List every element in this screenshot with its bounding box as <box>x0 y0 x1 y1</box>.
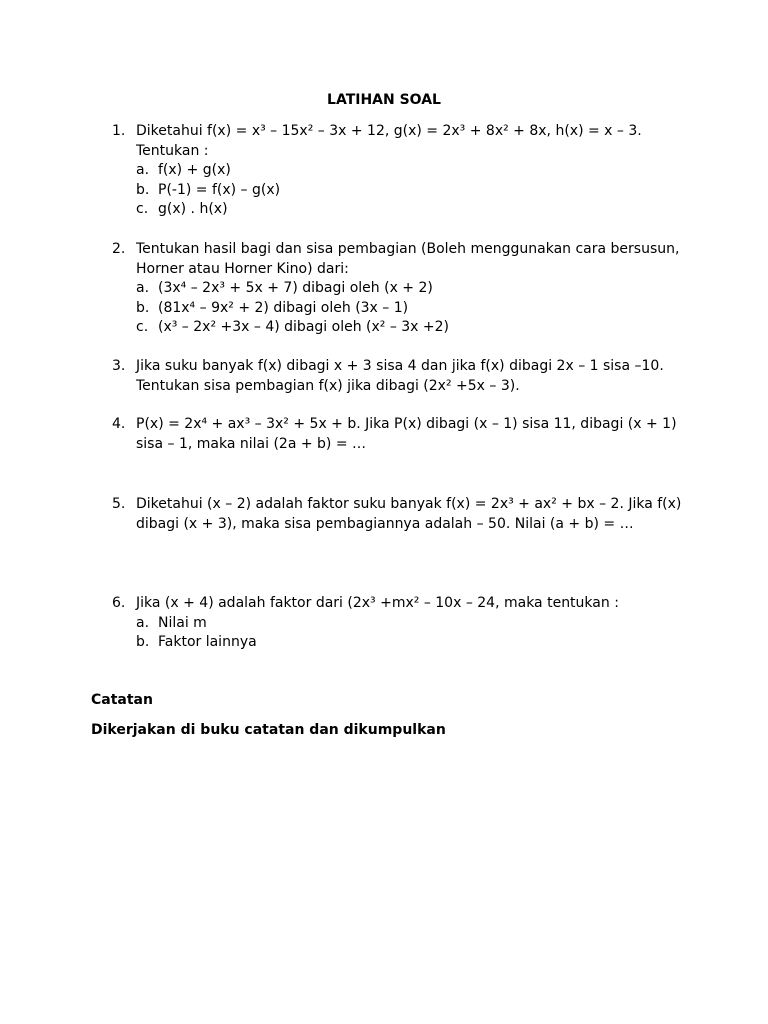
sub-letter: b. <box>136 634 150 650</box>
problem-4 <box>112 415 682 454</box>
sub-text: P(-1) = f(x) – g(x) <box>158 181 281 198</box>
problem-text: Diketahui (x – 2) adalah faktor suku banyak f(x) = 2x³ + ax² + bx – 2. Jika f(x) dibagi (x + 3), maka sisa pembagiannya adalah – 50. Nilai (a + b) = … <box>136 496 682 532</box>
problem-2 <box>112 240 682 338</box>
problem-3 <box>112 357 682 396</box>
problem-text: Tentukan hasil bagi dan sisa pembagian (Boleh menggunakan cara bersusun, Horner atau Horner Kino) dari: <box>136 241 680 277</box>
problem-number: 1. <box>112 123 126 139</box>
note-heading: Catatan <box>91 692 153 708</box>
sub-letter: a. <box>136 614 150 631</box>
sub-item <box>136 614 682 634</box>
sub-text: (x³ – 2x² +3x – 4) dibagi oleh (x² – 3x +2) <box>158 319 450 335</box>
problem-number: 4. <box>112 416 126 432</box>
problem-number: 6. <box>112 595 126 611</box>
problem-number: 2. <box>112 241 126 257</box>
sub-letter: c. <box>136 201 149 217</box>
note-text: Dikerjakan di buku catatan dan dikumpulkan <box>91 722 446 738</box>
problem-6 <box>112 594 682 653</box>
problem-text: Jika suku banyak f(x) dibagi x + 3 sisa 4 dan jika f(x) dibagi 2x – 1 sisa –10. Tentukan sisa pembagian f(x) jika dibagi (2x² +5x – 3). <box>136 358 664 394</box>
sub-text: g(x) . h(x) <box>158 201 228 217</box>
sub-letter: b. <box>136 181 150 198</box>
sub-item <box>136 299 682 319</box>
sub-text: Nilai m <box>158 614 207 631</box>
sub-letter: a. <box>136 280 150 296</box>
problem-1 <box>112 122 682 220</box>
sub-item <box>136 181 682 201</box>
sub-item <box>136 161 682 181</box>
sub-item <box>136 200 682 220</box>
problem-5 <box>112 495 682 534</box>
problem-number: 3. <box>112 358 126 374</box>
sub-text: f(x) + g(x) <box>158 162 231 178</box>
document-title: LATIHAN SOAL <box>327 92 441 108</box>
sub-text: Faktor lainnya <box>158 634 257 650</box>
problem-text: P(x) = 2x⁴ + ax³ – 3x² + 5x + b. Jika P(x) dibagi (x – 1) sisa 11, dibagi (x + 1) sisa – 1, maka nilai (2a + b) = … <box>136 416 677 452</box>
sub-item <box>136 318 682 338</box>
sub-text: (81x⁴ – 9x² + 2) dibagi oleh (3x – 1) <box>158 299 409 316</box>
problem-text: Jika (x + 4) adalah faktor dari (2x³ +mx² – 10x – 24, maka tentukan : <box>136 595 619 611</box>
sub-letter: c. <box>136 319 149 335</box>
sub-item <box>136 633 682 653</box>
problem-text: Diketahui f(x) = x³ – 15x² – 3x + 12, g(x) = 2x³ + 8x² + 8x, h(x) = x – 3. Tentukan : <box>136 123 642 159</box>
sub-letter: b. <box>136 299 150 316</box>
problem-number: 5. <box>112 496 126 512</box>
sub-item <box>136 279 682 299</box>
sub-letter: a. <box>136 162 150 178</box>
sub-text: (3x⁴ – 2x³ + 5x + 7) dibagi oleh (x + 2) <box>158 280 433 296</box>
